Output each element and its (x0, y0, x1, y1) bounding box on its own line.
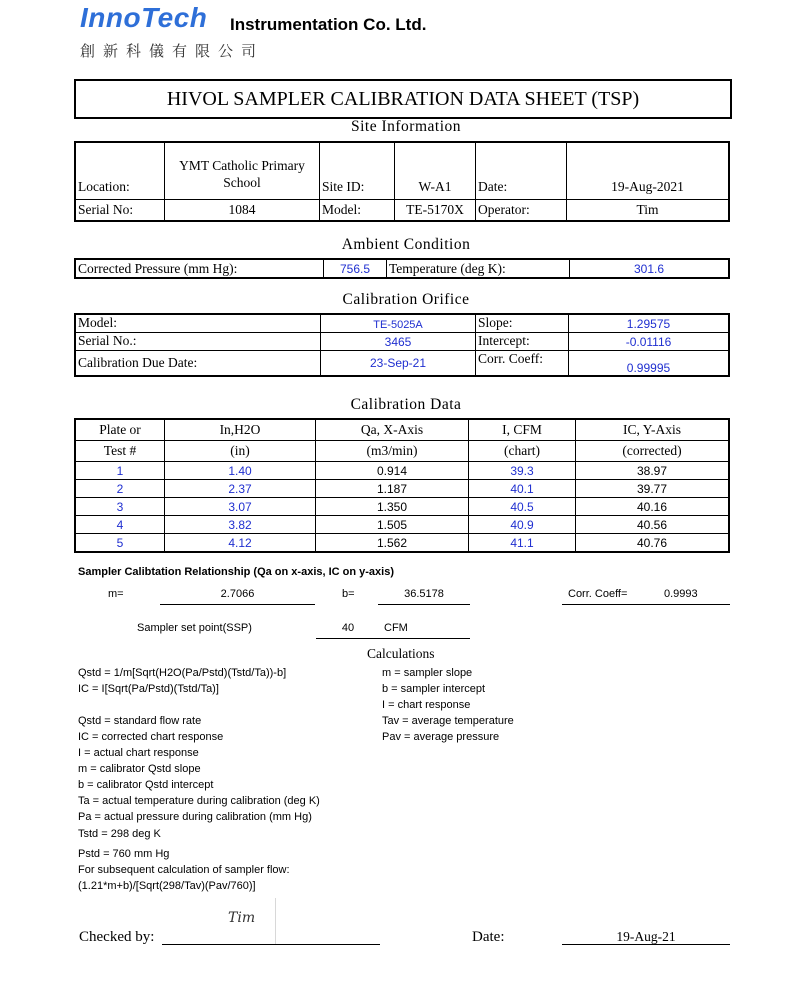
table-cell: 1.40 (165, 462, 316, 480)
site-id-label: Site ID: (320, 142, 395, 199)
document-title: HIVOL SAMPLER CALIBRATION DATA SHEET (TSP) (74, 79, 732, 119)
orifice-serial-label: Serial No.: (75, 332, 321, 350)
table-row (75, 516, 729, 534)
intercept-label: Intercept: (476, 332, 569, 350)
checked-by-underline (162, 944, 380, 945)
table-cell: 1.350 (316, 498, 469, 516)
pressure-label: Corrected Pressure (mm Hg): (75, 259, 324, 278)
calc-line: b = calibrator Qstd intercept (78, 779, 214, 791)
slope-value-text: 1.29575 (626, 316, 671, 331)
table-cell: 40.1 (469, 480, 576, 498)
b-value: 36.5178 (404, 588, 444, 600)
corr-coeff-value (569, 350, 730, 376)
calc-line: m = sampler slope (382, 667, 473, 679)
ssp-unit: CFM (384, 622, 408, 634)
table-cell: 40.76 (576, 534, 730, 553)
serial-label: Serial No: (75, 199, 165, 221)
orifice-serial-value-text: 3465 (384, 334, 412, 349)
col-subheader-icfm: (chart) (469, 441, 576, 462)
table-cell: 3.07 (165, 498, 316, 516)
pressure-value (324, 259, 387, 278)
table-cell: 40.9 (469, 516, 576, 534)
col-subheader-inh2o: (in) (165, 441, 316, 462)
brand-logo: InnoTech (80, 2, 208, 33)
due-date-value-text: 23-Sep-21 (369, 356, 427, 371)
site-information-table (74, 141, 730, 222)
m-value: 2.7066 (220, 588, 255, 600)
orifice-model-label: Model: (75, 314, 321, 332)
checked-by-label: Checked by: (79, 929, 155, 945)
table-cell: 40.16 (576, 498, 730, 516)
ambient-condition-table (74, 258, 730, 279)
ssp-underline (316, 638, 470, 639)
pressure-value-text: 756.5 (339, 262, 371, 276)
signature-image-edge (275, 898, 276, 944)
subsequent-line-1: For subsequent calculation of sampler flow: (78, 864, 290, 876)
col-subheader-ic: (corrected) (576, 441, 730, 462)
site-information-heading: Site Information (350, 118, 462, 135)
m-label: m= (108, 588, 124, 600)
table-cell: 1.562 (316, 534, 469, 553)
location-value (165, 142, 320, 199)
subsequent-line-2: (1.21*m+b)/[Sqrt(298/Tav)(Pav/760)] (78, 880, 256, 892)
col-subheader-plate: Test # (75, 441, 165, 462)
temperature-value-text: 301.6 (633, 262, 665, 276)
operator-label: Operator: (476, 199, 567, 221)
table-cell: 0.914 (316, 462, 469, 480)
footer-date-underline (562, 944, 730, 945)
table-cell: 4 (75, 516, 165, 534)
calculations-right (382, 665, 602, 745)
table-cell: 1.187 (316, 480, 469, 498)
temperature-value (570, 259, 730, 278)
col-subheader-qa: (m3/min) (316, 441, 469, 462)
table-cell: 2 (75, 480, 165, 498)
slope-label: Slope: (476, 314, 569, 332)
location-value-line1: YMT Catholic Primary (179, 158, 305, 173)
calc-line: IC = I[Sqrt(Pa/Pstd)(Tstd/Ta)] (78, 683, 219, 695)
calc-spacer (78, 697, 378, 713)
ssp-label: Sampler set point(SSP) (137, 622, 252, 634)
calibration-data-table (74, 418, 730, 553)
col-header-plate: Plate or (75, 419, 165, 441)
intercept-value-text: -0.01116 (625, 334, 672, 349)
tstd-line: Tstd = 298 deg K (78, 828, 161, 840)
intercept-value (569, 332, 730, 350)
table-cell: 5 (75, 534, 165, 553)
location-label: Location: (75, 142, 165, 199)
col-header-icfm: I, CFM (469, 419, 576, 441)
model-value: TE-5170X (395, 199, 476, 221)
orifice-serial-value (321, 332, 476, 350)
site-id-value: W-A1 (395, 142, 476, 199)
date-value: 19-Aug-2021 (567, 142, 730, 199)
calc-line: IC = corrected chart response (78, 731, 224, 743)
calc-line: Qstd = 1/m[Sqrt(H2O(Pa/Pstd)(Tstd/Ta))-b] (78, 667, 287, 679)
col-header-ic: IC, Y-Axis (576, 419, 730, 441)
slope-value (569, 314, 730, 332)
calibration-orifice-heading: Calibration Orifice (342, 291, 470, 308)
footer-date-value: 19-Aug-21 (616, 929, 676, 944)
calc-line: I = actual chart response (78, 747, 199, 759)
corr-underline (562, 604, 730, 605)
ssp-value: 40 (341, 622, 355, 634)
calc-line: b = sampler intercept (382, 683, 486, 695)
relationship-corr-label: Corr. Coeff= (568, 588, 628, 600)
calc-line: Pa = actual pressure during calibration (mm Hg) (78, 811, 312, 823)
company-chinese-name: 創新科儀有限公司 (80, 42, 265, 60)
table-cell: 40.5 (469, 498, 576, 516)
company-name: Instrumentation Co. Ltd. (230, 15, 427, 34)
model-label: Model: (320, 199, 395, 221)
calibration-orifice-table (74, 313, 730, 377)
calculations-heading: Calculations (367, 646, 435, 661)
col-header-inh2o: In,H2O (165, 419, 316, 441)
due-date-value (321, 350, 476, 376)
table-cell: 3.82 (165, 516, 316, 534)
table-cell: 3 (75, 498, 165, 516)
due-date-label: Calibration Due Date: (75, 350, 321, 376)
calculations-left (78, 665, 378, 825)
orifice-model-value (321, 314, 476, 332)
table-cell: 1 (75, 462, 165, 480)
corr-coeff-value-text: 0.99995 (626, 361, 671, 375)
corr-coeff-label: Corr. Coeff: (476, 350, 569, 376)
table-cell: 39.3 (469, 462, 576, 480)
table-cell: 4.12 (165, 534, 316, 553)
operator-value: Tim (567, 199, 730, 221)
calibration-data-heading: Calibration Data (350, 396, 462, 413)
col-header-qa: Qa, X-Axis (316, 419, 469, 441)
table-cell: 2.37 (165, 480, 316, 498)
relationship-corr-value: 0.9993 (664, 588, 698, 600)
table-cell: 39.77 (576, 480, 730, 498)
calc-line: Pav = average pressure (382, 731, 500, 743)
b-underline (378, 604, 470, 605)
relationship-title: Sampler Calibtation Relationship (Qa on x-axis, IC on y-axis) (78, 566, 395, 578)
footer-date-label: Date: (472, 929, 505, 945)
table-cell: 40.56 (576, 516, 730, 534)
table-row (75, 462, 729, 480)
table-row (75, 480, 729, 498)
calc-line: m = calibrator Qstd slope (78, 763, 201, 775)
signature: Tim (228, 910, 256, 926)
temperature-label: Temperature (deg K): (387, 259, 570, 278)
table-cell: 1.505 (316, 516, 469, 534)
calc-line: Qstd = standard flow rate (78, 715, 202, 727)
date-label: Date: (476, 142, 567, 199)
table-row (75, 498, 729, 516)
ambient-condition-heading: Ambient Condition (341, 236, 471, 253)
table-cell: 38.97 (576, 462, 730, 480)
calc-line: Tav = average temperature (382, 715, 514, 727)
b-label: b= (342, 588, 355, 600)
orifice-model-value-text: TE-5025A (373, 318, 423, 331)
table-cell: 41.1 (469, 534, 576, 553)
calc-line: I = chart response (382, 699, 471, 711)
pstd-line: Pstd = 760 mm Hg (78, 848, 170, 860)
location-value-line2: School (223, 175, 261, 190)
table-row (75, 534, 729, 553)
calc-line: Ta = actual temperature during calibration (deg K) (78, 795, 320, 807)
m-underline (160, 604, 315, 605)
serial-value: 1084 (165, 199, 320, 221)
